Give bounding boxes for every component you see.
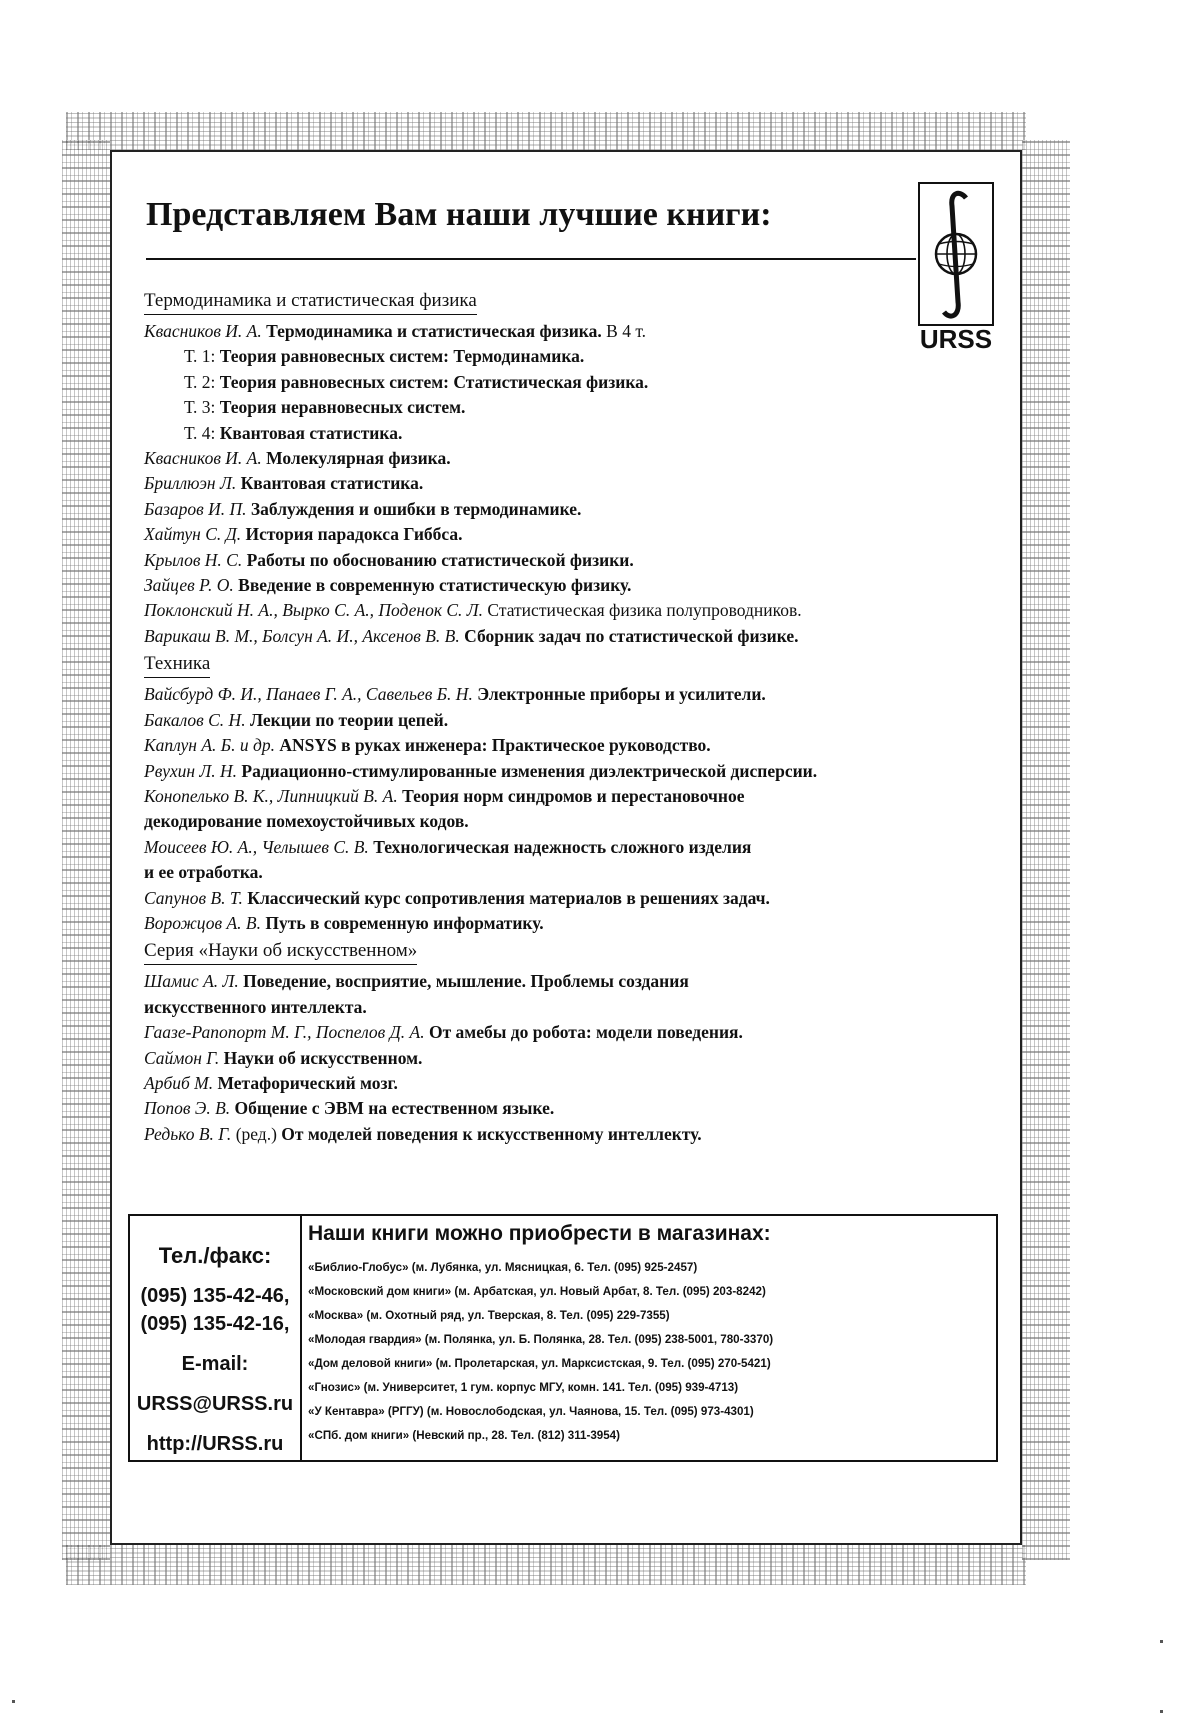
book-author: Хайтун С. Д. (144, 524, 242, 545)
book-author: Каплун А. Б. и др. (144, 735, 275, 756)
book-title: Теория равновесных систем: Термодинамика. (219, 346, 585, 367)
section-heading: Техника (144, 653, 210, 678)
book-title: Квантовая статистика. (219, 422, 403, 443)
scan-speck (12, 1700, 15, 1703)
book-title: Метафорический мозг. (217, 1072, 398, 1093)
shop-entry: «Библио-Глобус» (м. Лубянка, ул. Мясницкая, 6. Тел. (095) 925-2457) (308, 1261, 698, 1274)
volume-entry (144, 421, 944, 446)
book-author: Зайцев Р. О. (144, 575, 234, 596)
book-entry (144, 682, 944, 707)
advert-page (110, 150, 1022, 1545)
book-title: Лекции по теории цепей. (249, 709, 449, 730)
logo-text: URSS (919, 324, 993, 354)
book-title: Заблуждения и ошибки в термодинамике. (250, 498, 582, 519)
book-author: Гаазе-Рапопорт М. Г., Поспелов Д. А. (144, 1022, 425, 1043)
shop-entry: «Москва» (м. Охотный ряд, ул. Тверская, 8. Тел. (095) 229-7355) (308, 1309, 670, 1322)
shops-heading: Наши книги можно приобрести в магазинах: (308, 1222, 771, 1245)
section-heading: Серия «Науки об искусственном» (144, 940, 417, 965)
book-title: Сборник задач по статистической физике. (464, 625, 799, 646)
volume-entry (144, 344, 944, 369)
book-title: Молекулярная физика. (266, 448, 451, 469)
book-title: Теория неравновесных систем. (219, 397, 466, 418)
phone-label: Тел./факс: (158, 1243, 272, 1268)
shop-entry: «У Кентавра» (РГГУ) (м. Новослободская, ул. Чаянова, 15. Тел. (095) 973-4301) (308, 1405, 754, 1418)
book-title: От амебы до робота: модели поведения. (428, 1022, 743, 1043)
email-link[interactable]: URSS@URSS.ru (136, 1393, 294, 1415)
book-title: От моделей поведения к искусственному интеллекту. (281, 1123, 702, 1144)
scan-noise-top (66, 112, 1026, 150)
scan-speck (1160, 1710, 1163, 1713)
book-entry (144, 708, 944, 733)
book-author: Ворожцов А. В. (144, 912, 261, 933)
contact-panel (130, 1216, 302, 1460)
book-author: Моисеев Ю. А., Челышев С. В. (144, 836, 369, 857)
book-title: Технологическая надежность сложного изделия (373, 836, 752, 857)
book-entry (144, 522, 944, 547)
book-entry (144, 1096, 944, 1121)
phone-number: (095) 135-42-46, (140, 1285, 290, 1307)
scan-noise-bottom (66, 1545, 1026, 1585)
book-title: Статистическая физика полупроводников. (487, 600, 802, 621)
book-entry (144, 969, 944, 1020)
book-title: Классический курс сопротивления материалов в решениях задач. (247, 887, 770, 908)
book-entry (144, 497, 944, 522)
volume-number: Т. 3: (184, 397, 216, 418)
book-author: Поклонский Н. А., Вырко С. А., Поденок С. Л. (144, 600, 484, 621)
volume-entry (144, 370, 944, 395)
book-entry (144, 1122, 944, 1147)
book-author: Попов Э. В. (144, 1098, 231, 1119)
book-entry (144, 733, 944, 758)
shop-entry: «СПб. дом книги» (Невский пр., 28. Тел. (812) 311-3954) (308, 1429, 620, 1442)
shops-box (128, 1214, 998, 1462)
book-entry (144, 598, 944, 623)
book-entry (144, 759, 944, 784)
volume-number: Т. 1: (184, 346, 216, 367)
book-title: Работы по обоснованию статистической физики. (246, 549, 634, 570)
book-entry (144, 624, 944, 649)
book-title: Радиационно-стимулированные изменения диэлектрической дисперсии. (241, 760, 818, 781)
book-title: Введение в современную статистическую физику. (238, 575, 632, 596)
book-editor-note: (ред.) (235, 1123, 277, 1144)
book-entry (144, 548, 944, 573)
shop-entry: «Московский дом книги» (м. Арбатская, ул. Новый Арбат, 8. Тел. (095) 203-8242) (308, 1285, 766, 1298)
book-title: Термодинамика и статистическая физика. (266, 321, 602, 341)
book-title-continued: декодирование помехоустойчивых кодов. (144, 811, 469, 832)
section-heading: Термодинамика и статистическая физика (144, 290, 477, 315)
book-title: История парадокса Гиббса. (245, 524, 463, 545)
book-title: Теория норм синдромов и перестановочное (402, 785, 745, 806)
book-title-continued: искусственного интеллекта. (144, 996, 367, 1017)
book-author: Квасников И. А. (144, 448, 262, 469)
volume-number: Т. 2: (184, 371, 216, 392)
book-entry (144, 573, 944, 598)
book-volumes: В 4 т. (606, 321, 647, 341)
book-title: Путь в современную информатику. (265, 912, 544, 933)
website-link[interactable]: http://URSS.ru (146, 1433, 284, 1455)
book-title: Квантовая статистика. (240, 473, 424, 494)
shops-list (308, 1256, 998, 1448)
book-author: Крылов Н. С. (144, 549, 243, 570)
scan-noise-right (1022, 140, 1070, 1560)
book-entry (144, 784, 944, 835)
book-title: ANSYS в руках инженера: Практическое руководство. (279, 735, 711, 756)
shop-entry: «Дом деловой книги» (м. Пролетарская, ул. Марксистская, 9. Тел. (095) 270-5421) (308, 1357, 771, 1370)
book-entry (144, 911, 944, 936)
book-entry (144, 835, 944, 886)
book-entry (144, 1071, 944, 1096)
book-entry (144, 319, 944, 344)
volume-number: Т. 4: (184, 422, 216, 443)
book-entry (144, 446, 944, 471)
book-entry (144, 1020, 944, 1045)
book-author: Варикаш В. М., Болсун А. И., Аксенов В. В. (144, 625, 460, 646)
book-author: Квасников И. А. (144, 321, 262, 341)
email-label: E-mail: (181, 1353, 249, 1375)
book-list (144, 286, 944, 1147)
book-entry (144, 1046, 944, 1071)
book-author: Бриллюэн Л. (144, 473, 237, 494)
scan-noise-left (62, 140, 110, 1560)
book-author: Сапунов В. Т. (144, 887, 243, 908)
page-title: Представляем Вам наши лучшие книги: (146, 196, 772, 233)
book-entry (144, 471, 944, 496)
book-title: Науки об искусственном. (223, 1047, 423, 1068)
book-author: Шамис А. Л. (144, 971, 239, 992)
shops-panel (308, 1222, 998, 1448)
book-author: Вайсбурд Ф. И., Панаев Г. А., Савельев Б. Н. (144, 684, 473, 705)
book-author: Бакалов С. Н. (144, 709, 246, 730)
book-title: Теория равновесных систем: Статистическая физика. (219, 371, 649, 392)
book-author: Конопелько В. К., Липницкий В. А. (144, 785, 398, 806)
book-title: Поведение, восприятие, мышление. Проблемы создания (243, 971, 689, 992)
book-author: Базаров И. П. (144, 498, 247, 519)
book-author: Рвухин Л. Н. (144, 760, 238, 781)
book-title-continued: и ее отработка. (144, 862, 263, 883)
title-divider (146, 258, 916, 260)
shop-entry: «Молодая гвардия» (м. Полянка, ул. Б. Полянка, 28. Тел. (095) 238-5001, 780-3370) (308, 1333, 774, 1346)
scan-speck (1160, 1640, 1163, 1643)
shop-entry: «Гнозис» (м. Университет, 1 гум. корпус МГУ, комн. 141. Тел. (095) 939-4713) (308, 1381, 739, 1394)
phone-number: (095) 135-42-16, (140, 1313, 290, 1335)
book-title: Электронные приборы и усилители. (477, 684, 766, 705)
book-author: Арбиб М. (144, 1072, 214, 1093)
book-author: Саймон Г. (144, 1047, 220, 1068)
book-entry (144, 886, 944, 911)
book-author: Редько В. Г. (144, 1123, 232, 1144)
book-title: Общение с ЭВМ на естественном языке. (234, 1098, 555, 1119)
volume-entry (144, 395, 944, 420)
